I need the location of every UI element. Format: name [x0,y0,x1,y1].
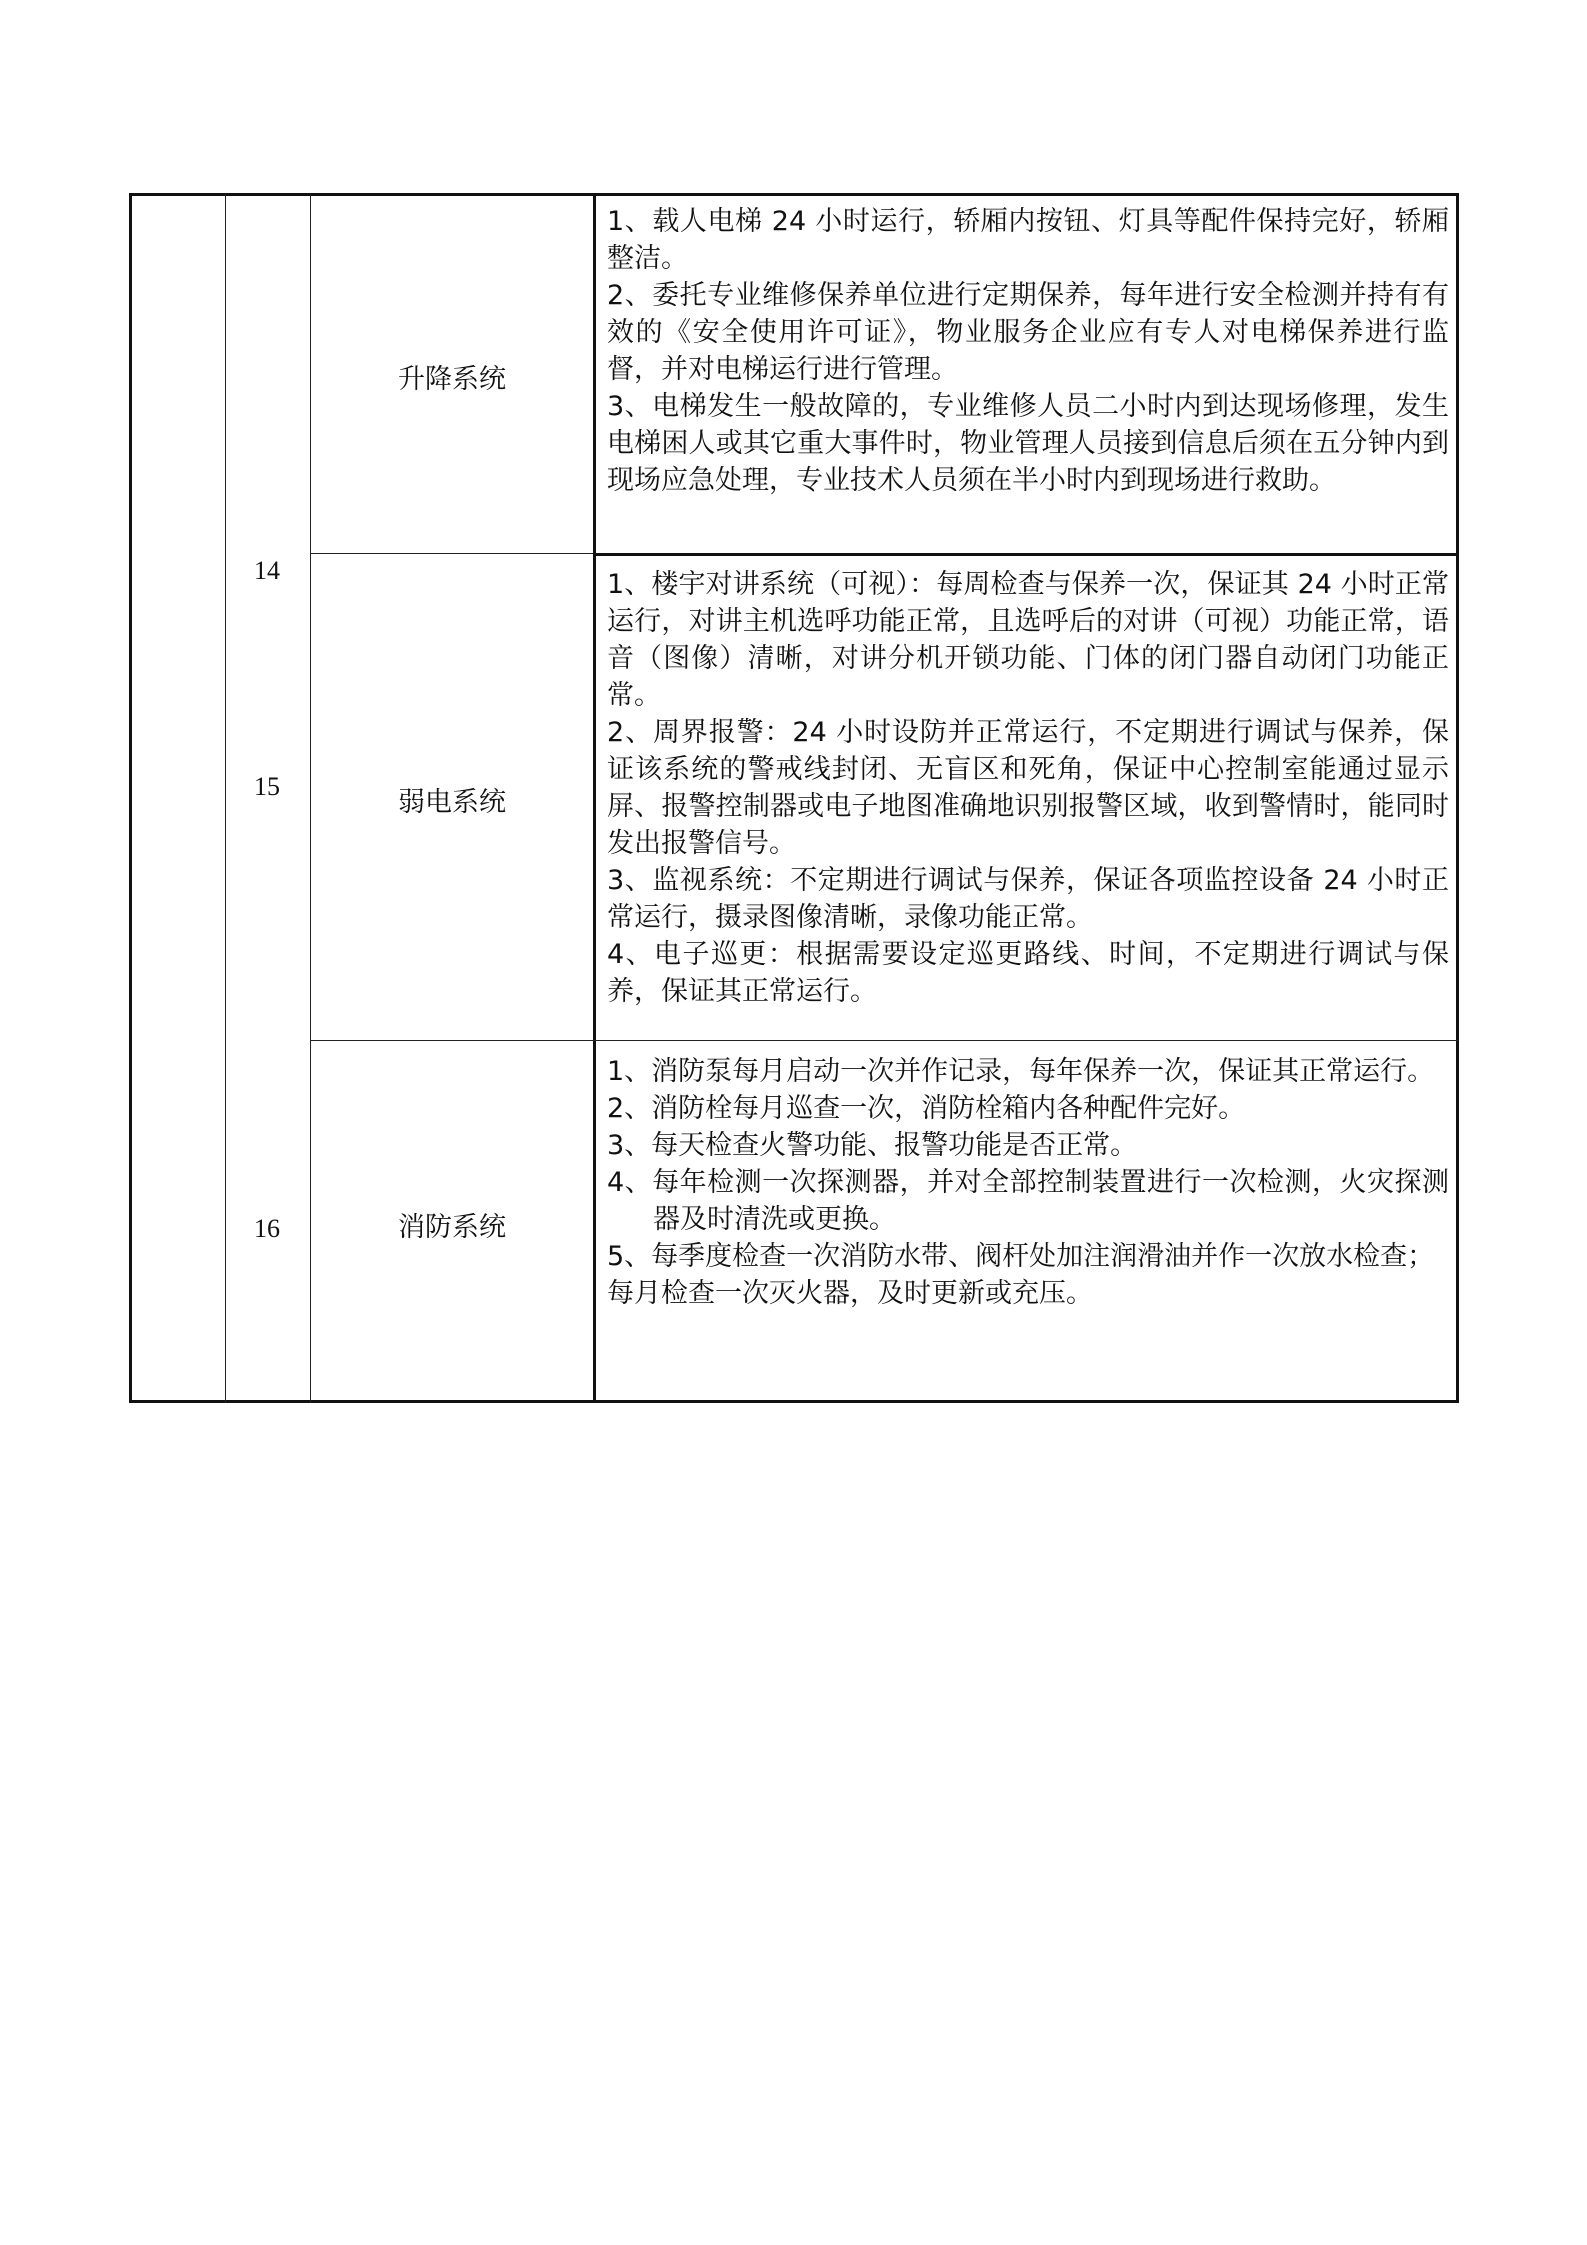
row-number: 16 [254,1214,280,1243]
requirement-item: 3、电梯发生一般故障的，专业维修人员二小时内到达现场修理，发生电梯困人或其它重大事件时，物业管理人员接到信息后须在五分钟内到现场应急处理，专业技术人员须在半小时内到现场进行救助。 [607,391,1449,496]
requirement-item: 1、楼宇对讲系统（可视）：每周检查与保养一次，保证其 24 小时正常运行，对讲主机选呼功能正常，且选呼后的对讲（可视）功能正常，语音（图像）清晰，对讲分机开锁功能、门体的闭门器自动闭门功能正常。 [607,569,1449,711]
requirement-item: 3、监视系统：不定期进行调试与保养，保证各项监控设备 24 小时正常运行，摄录图像清晰，录像功能正常。 [607,865,1449,933]
system-name: 升降系统 [398,364,506,395]
requirement-item: 2、周界报警：24 小时设防并正常运行，不定期进行调试与保养，保证该系统的警戒线封闭、无盲区和死角，保证中心控制室能通过显示屏、报警控制器或电子地图准确地识别报警区域，收到警情时，能同时发出报警信号。 [607,717,1449,859]
requirement-item: 每月检查一次灭火器，及时更新或充压。 [607,1278,1093,1309]
requirement-item: 4、每年检测一次探测器，并对全部控制装置进行一次检测，火灾探测器及时清洗或更换。 [607,1167,1449,1235]
row-number: 14 [254,556,280,585]
system-name: 弱电系统 [398,787,506,818]
row-number: 15 [254,772,280,801]
requirements-cell [607,566,1449,1010]
requirement-item: 3、每天检查火警功能、报警功能是否正常。 [607,1130,1138,1161]
requirement-item: 1、载人电梯 24 小时运行，轿厢内按钮、灯具等配件保持完好，轿厢整洁。 [607,206,1449,274]
requirement-item: 5、每季度检查一次消防水带、阀杆处加注润滑油并作一次放水检查； [607,1241,1435,1272]
column-divider [225,193,226,1403]
requirements-cell [607,203,1449,499]
requirements-cell [607,1053,1449,1312]
requirement-item: 2、消防栓每月巡查一次，消防栓箱内各种配件完好。 [607,1093,1246,1124]
system-name: 消防系统 [398,1212,506,1243]
row-divider [593,553,1459,556]
requirement-item: 4、电子巡更：根据需要设定巡更路线、时间，不定期进行调试与保养，保证其正常运行。 [607,939,1449,1007]
requirement-item: 1、消防泵每月启动一次并作记录，每年保养一次，保证其正常运行。 [607,1056,1435,1087]
column-divider [310,193,311,1403]
column-divider [593,193,596,1403]
requirement-item: 2、委托专业维修保养单位进行定期保养，每年进行安全检测并持有有效的《安全使用许可证》，物业服务企业应有专人对电梯保养进行监督，并对电梯运行进行管理。 [607,280,1449,385]
row-divider [310,1040,1459,1041]
row-divider [310,553,593,554]
